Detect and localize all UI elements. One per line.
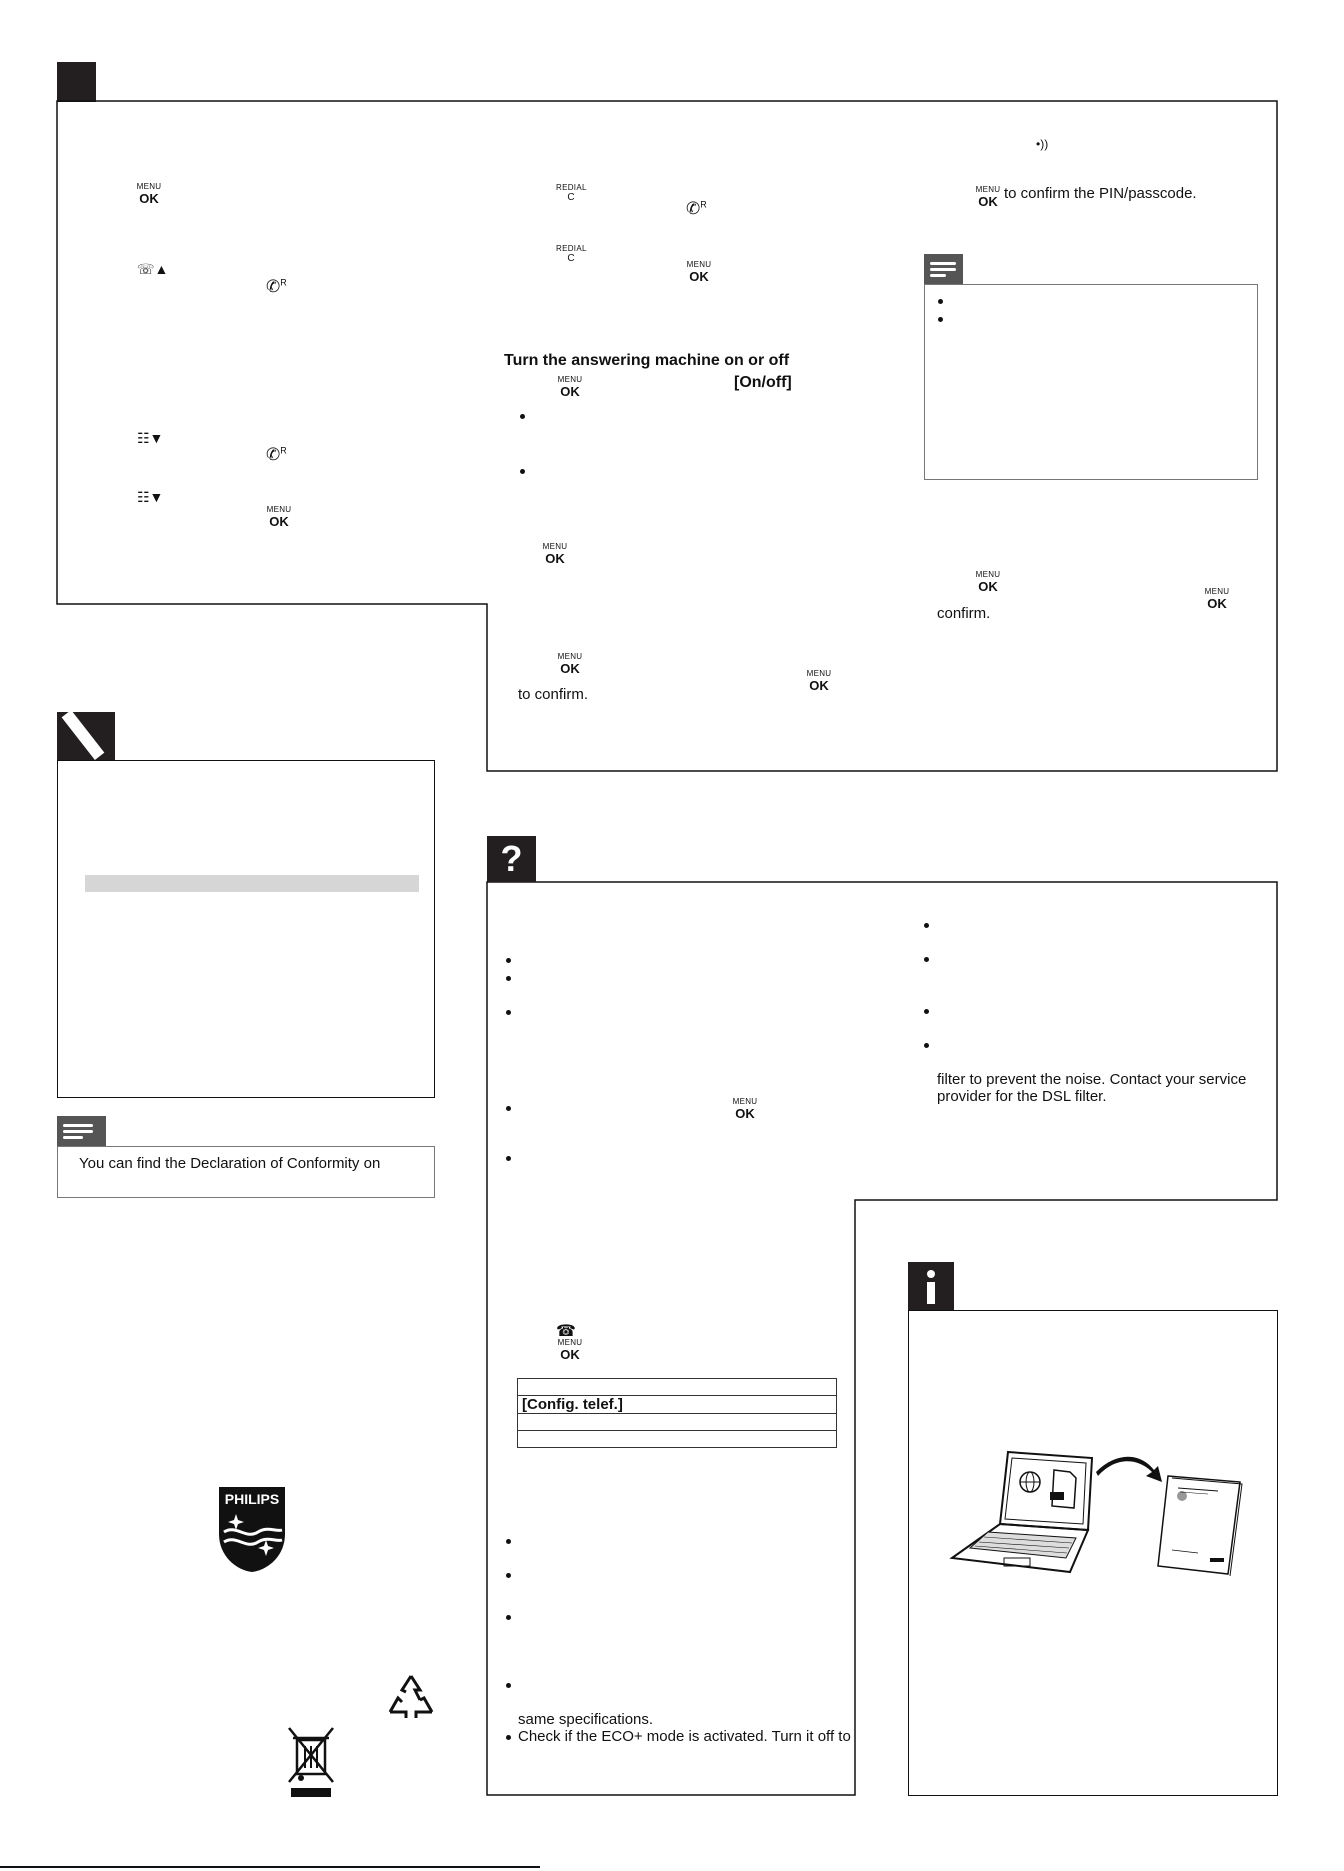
calllog-down-icon: ☷▼ [137, 489, 164, 505]
philips-logo [216, 1484, 288, 1574]
bullet [924, 923, 929, 928]
talk-r-icon: ✆$^R$ [266, 445, 287, 464]
svg-text:PHILIPS: PHILIPS [224, 1491, 280, 1507]
menu-ok-key: MENU OK [806, 669, 832, 693]
bullet [924, 1009, 929, 1014]
bullet [938, 299, 943, 304]
confirm-text: confirm. [937, 605, 991, 622]
confirm-pin-text: to confirm the PIN/passcode. [1004, 185, 1197, 202]
phonebook-up-icon: ☏▲ [137, 261, 169, 277]
redial-c-key: REDIAL C [556, 244, 587, 264]
bottom-edge-strip [0, 1866, 540, 1868]
bullet [506, 1615, 511, 1620]
menu-ok-key: MENU OK [1204, 587, 1230, 611]
bullet [506, 1735, 511, 1740]
bullet [520, 414, 525, 419]
highlight-row [85, 875, 419, 892]
menu-ok-key: MENU OK [975, 185, 1001, 209]
technical-data-frame [57, 760, 435, 1098]
declaration-note-box [57, 1146, 435, 1198]
bullet [506, 1010, 511, 1015]
bullet [924, 1043, 929, 1048]
dsl-filter-text-2: provider for the DSL filter. [937, 1088, 1107, 1105]
bullet [506, 976, 511, 981]
dsl-filter-text-1: filter to prevent the noise. Contact your service [937, 1071, 1247, 1088]
menu-ok-key: MENU OK [557, 1338, 583, 1362]
menu-ok-key: MENU OK [732, 1097, 758, 1121]
calllog-down-icon: ☷▼ [137, 430, 164, 446]
bullet [520, 469, 525, 474]
on-off-option: [On/off] [734, 374, 792, 391]
note-icon [924, 254, 963, 284]
weee-bin-icon [285, 1726, 337, 1798]
bullet [938, 317, 943, 322]
answering-machine-heading: Turn the answering machine on or off [504, 352, 790, 369]
signal-icon: •)) [1036, 137, 1049, 151]
end-call-icon: ☎ [556, 1323, 576, 1340]
menu-ok-key: MENU OK [136, 182, 162, 206]
declaration-note-text: You can find the Declaration of Conformity on [79, 1155, 381, 1172]
menu-ok-key: MENU OK [557, 375, 583, 399]
menu-ok-key: MENU OK [975, 570, 1001, 594]
menu-ok-key: MENU OK [557, 652, 583, 676]
section-tab-info [908, 1262, 954, 1310]
talk-r-icon: ✆$^R$ [266, 277, 287, 296]
bullet [506, 1156, 511, 1161]
bullet [506, 1573, 511, 1578]
note-box [924, 284, 1258, 480]
laptop-manual-illustration [948, 1446, 1248, 1576]
config-table [517, 1378, 837, 1448]
section-tab-troubleshooting: ? [487, 836, 536, 882]
bullet [924, 957, 929, 962]
bullet [506, 1106, 511, 1111]
menu-ok-key: MENU OK [686, 260, 712, 284]
talk-r-icon: ✆$^R$ [686, 199, 707, 218]
section-tab-tools [57, 712, 115, 760]
eco-mode-text: Check if the ECO+ mode is activated. Turn it off to [518, 1728, 851, 1745]
redial-c-key: REDIAL C [556, 183, 587, 203]
same-specifications-text: same specifications. [518, 1711, 654, 1728]
bullet [506, 1539, 511, 1544]
config-row-label: [Config. telef.] [518, 1396, 837, 1414]
menu-ok-key: MENU OK [542, 542, 568, 566]
bullet [506, 1683, 511, 1688]
menu-ok-key: MENU OK [266, 505, 292, 529]
note-icon [57, 1116, 106, 1146]
recycle-icon [384, 1672, 438, 1724]
bullet [506, 958, 511, 963]
to-confirm-text: to confirm. [518, 686, 589, 703]
